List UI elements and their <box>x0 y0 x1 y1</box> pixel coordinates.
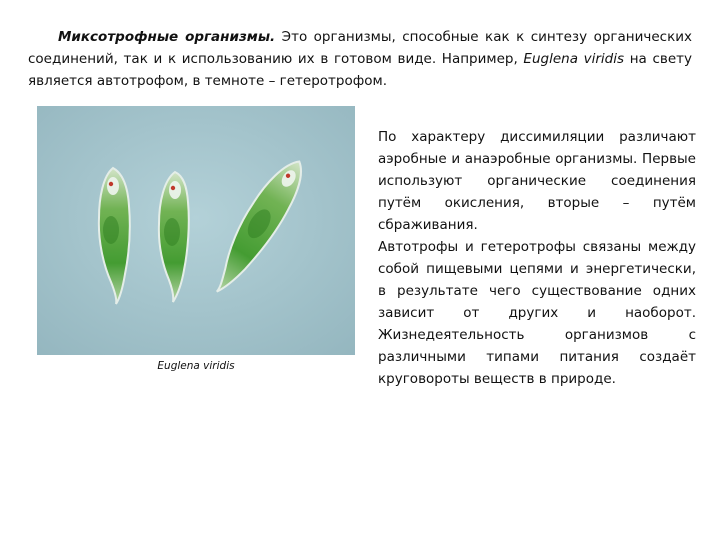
intro-paragraph <box>28 26 692 92</box>
side-paragraph-1: По характеру диссимиляции различают аэробные и анаэробные организмы. Первые используют органические соединения путём окисления, вторые – путём сбраживания. <box>378 129 696 233</box>
euglena-illustration <box>37 106 355 355</box>
intro-text: Это организмы, способные как к синтезу органических соединений, так и к использованию их в готовом виде. Например, <box>28 29 692 67</box>
intro-species: Euglena viridis <box>523 51 625 67</box>
intro-text-end: на свету является автотрофом, в темноте – гетеротрофом. <box>28 51 692 89</box>
euglena-photo <box>37 106 355 355</box>
photo-background <box>37 106 355 355</box>
side-text <box>378 126 696 390</box>
intro-term: Миксотрофные организмы. <box>58 29 276 45</box>
photo-caption: Euglena viridis <box>157 360 235 372</box>
side-paragraph-2: Автотрофы и гетеротрофы связаны между собой пищевыми цепями и энергетически, в результате чего существование одних зависит от других и наоборот. Жизнедеятельность организмов с различными типами питания создаёт круговороты веществ в природе. <box>378 239 696 387</box>
